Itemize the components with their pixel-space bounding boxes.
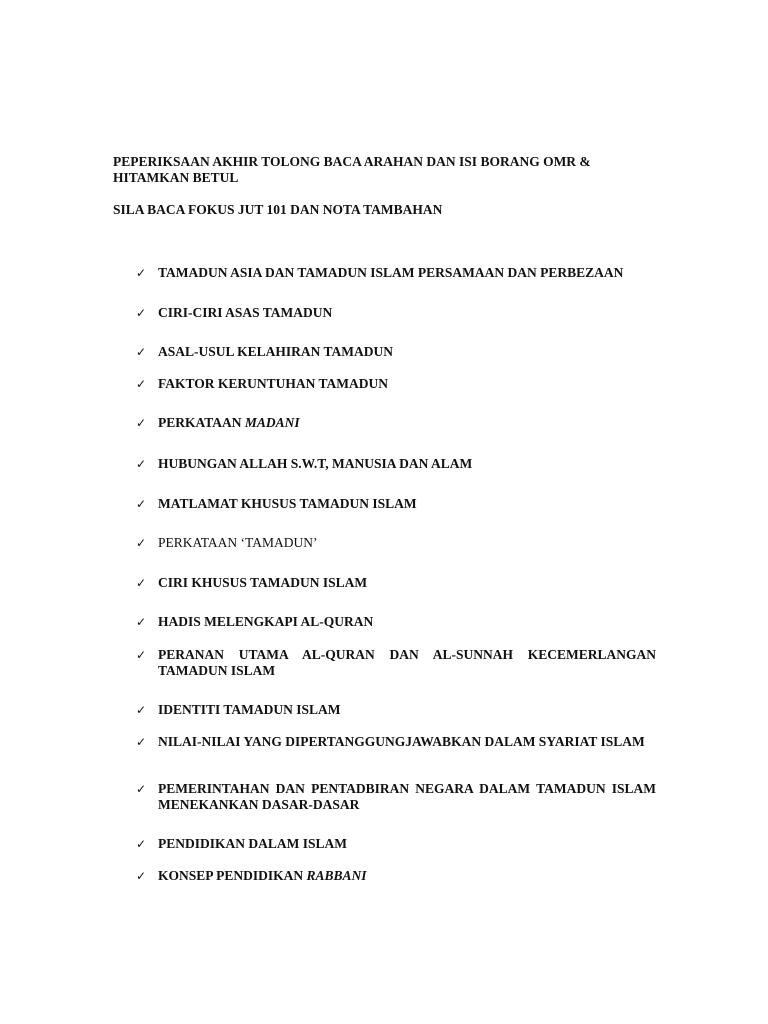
checkmark-icon: ✓ [136, 306, 147, 320]
list-item-text: HUBUNGAN ALLAH S.W.T, MANUSIA DAN ALAM [158, 456, 473, 471]
list-item-text: KONSEP PENDIDIKAN [158, 868, 307, 883]
list-item [136, 647, 656, 679]
checkmark-icon: ✓ [136, 497, 147, 511]
exam-notice-line-2: HITAMKAN BETUL [113, 170, 239, 185]
checkmark-icon: ✓ [136, 266, 147, 280]
list-item-emphasis: RABBANI [306, 868, 367, 883]
checkmark-icon: ✓ [136, 782, 147, 796]
list-item [136, 415, 656, 431]
list-item-text: IDENTITI TAMADUN ISLAM [158, 702, 341, 717]
checkmark-icon: ✓ [136, 615, 147, 629]
list-item [136, 456, 656, 472]
checkmark-icon: ✓ [136, 869, 147, 883]
checkmark-icon: ✓ [136, 345, 147, 359]
list-item [136, 344, 656, 360]
reading-instruction: SILA BACA FOKUS JUT 101 DAN NOTA TAMBAHAN [113, 202, 443, 217]
checkmark-icon: ✓ [136, 536, 147, 550]
list-item [136, 376, 656, 392]
list-item-text: HADIS MELENGKAPI AL-QURAN [158, 614, 374, 629]
list-item-text: MATLAMAT KHUSUS TAMADUN ISLAM [158, 496, 417, 511]
list-item [136, 614, 656, 630]
list-item [136, 575, 656, 591]
list-item-text: FAKTOR KERUNTUHAN TAMADUN [158, 376, 389, 391]
list-item [136, 535, 656, 551]
list-item-text: PENDIDIKAN DALAM ISLAM [158, 836, 348, 851]
list-item-emphasis: MADANI [244, 415, 300, 430]
exam-notice [113, 154, 633, 186]
list-item [136, 836, 656, 852]
list-item [136, 781, 656, 813]
list-item [136, 496, 656, 512]
exam-notice-line-1: PEPERIKSAAN AKHIR TOLONG BACA ARAHAN DAN ISI BORANG OMR & [113, 154, 591, 169]
checkmark-icon: ✓ [136, 457, 147, 471]
list-item [136, 265, 656, 281]
list-item [136, 734, 656, 750]
checkmark-icon: ✓ [136, 837, 147, 851]
checkmark-icon: ✓ [136, 735, 147, 749]
list-item-text: ASAL-USUL KELAHIRAN TAMADUN [158, 344, 394, 359]
list-item-text: PERKATAAN [158, 415, 245, 430]
list-item [136, 702, 656, 718]
list-item-text: PERKATAAN ‘TAMADUN’ [158, 535, 318, 550]
list-item-text: NILAI-NILAI YANG DIPERTANGGUNGJAWABKAN DALAM SYARIAT ISLAM [158, 734, 645, 749]
list-item-text: TAMADUN ASIA DAN TAMADUN ISLAM PERSAMAAN DAN PERBEZAAN [158, 265, 624, 280]
list-item [136, 868, 656, 884]
list-item-text: CIRI-CIRI ASAS TAMADUN [158, 305, 333, 320]
checkmark-icon: ✓ [136, 703, 147, 717]
list-item-text: PERANAN UTAMA AL-QURAN DAN AL-SUNNAH KECEMERLANGAN TAMADUN ISLAM [158, 647, 656, 678]
checkmark-icon: ✓ [136, 576, 147, 590]
checkmark-icon: ✓ [136, 377, 147, 391]
checkmark-icon: ✓ [136, 648, 147, 662]
checkmark-icon: ✓ [136, 416, 147, 430]
list-item-text: CIRI KHUSUS TAMADUN ISLAM [158, 575, 368, 590]
list-item-text: PEMERINTAHAN DAN PENTADBIRAN NEGARA DALAM TAMADUN ISLAM MENEKANKAN DASAR-DASAR [158, 781, 656, 812]
list-item [136, 305, 656, 321]
